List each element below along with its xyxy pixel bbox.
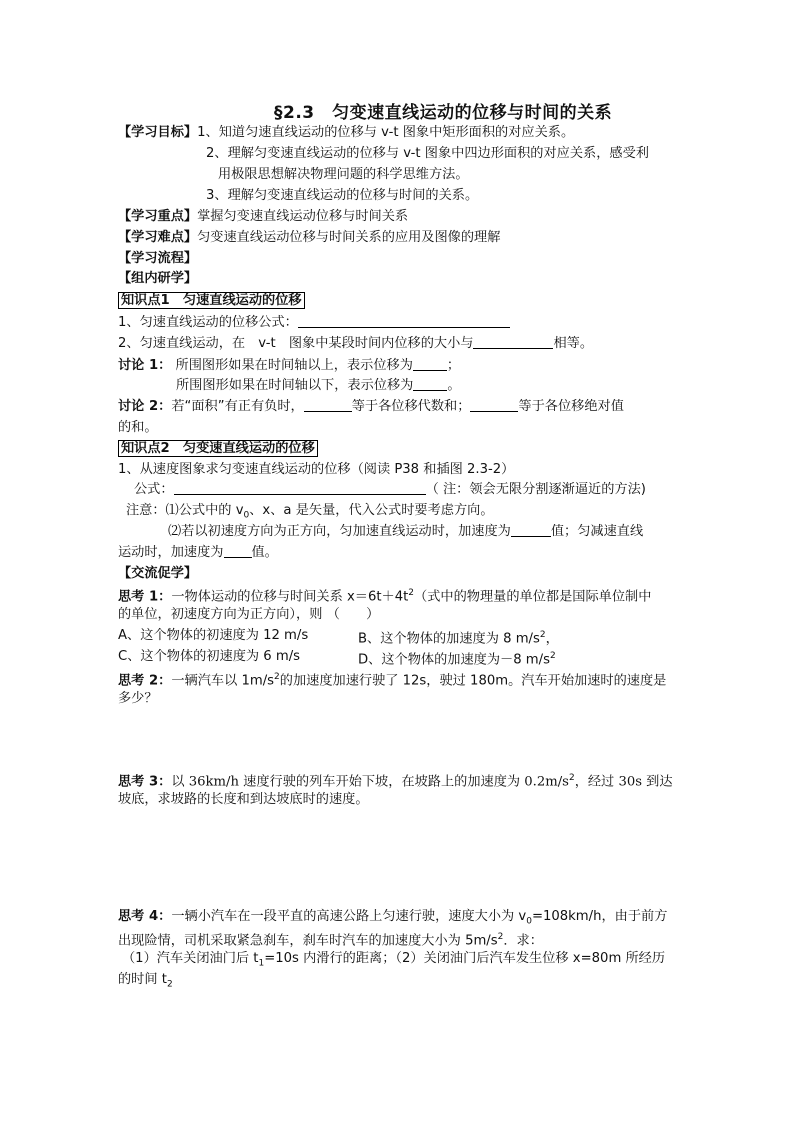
kp2-note-2 [168, 521, 643, 542]
kp2-formula-label: 公式： [134, 482, 174, 497]
discussion-1-line1-end: ； [446, 358, 461, 373]
discussion-2 [118, 396, 624, 417]
kp2-formula-blank[interactable] [174, 480, 426, 495]
kp2-note-2-blank-2[interactable] [224, 543, 252, 558]
knowledge-point-1 [118, 290, 305, 311]
think-4-text-f: =10s 内滑行的距离；（2）关闭油门后汽车发生位移 x=80m 所经历 [264, 951, 666, 966]
think-4-line3: （1）汽车关闭油门后 $t_1=10s$ 内滑行的距离；（2）关闭油门后汽车发生位移 x=80m 所经历 [122, 951, 666, 969]
knowledge-point-2 [118, 438, 318, 459]
discussion-2-blank-2[interactable] [470, 397, 518, 412]
discussion-2-end: 的和。 [118, 420, 158, 435]
kp2-note-2-b: 值；匀减速直线 [550, 524, 644, 539]
kp2-formula-note: （ 注：领会无限分割逐渐逼近的方法) [425, 482, 646, 497]
key-point-text: 掌握匀变速直线运动位移与时间关系 [197, 209, 409, 224]
discussion-2-label: 讨论 2： [118, 399, 172, 414]
page-title: §2.3 匀变速直线运动的位移与时间的关系 [274, 103, 613, 123]
kp1-q2 [118, 333, 593, 354]
discussion-2-part1: 若“面积”有正有负时， [171, 399, 304, 414]
think-1-option-b[interactable]: B、这个物体的加速度为 8 $m/s^2$， [358, 630, 559, 647]
think-2-line2: 多少？ [118, 691, 158, 706]
kp2-note-2-c: 运动时，加速度为 [118, 545, 224, 560]
think-4-text-b: =108km/h，由于前方 [531, 909, 668, 924]
think-4-text-c: 出现险情，司机采取紧急刹车，刹车时汽车的加速度大小为 5m/s [118, 933, 498, 949]
kp2-note-2-cont [118, 542, 278, 563]
think-2-text-b: 的加速度加速行驶了 12s，驶过 180m。汽车开始加速时的速度是 [279, 673, 667, 689]
discussion-2-part2: 等于各位移代数和； [351, 399, 471, 414]
think-1-label: 思考 1： [118, 589, 172, 605]
goal-line-1 [118, 122, 574, 143]
discussion-1-line2-end: 。 [447, 378, 461, 393]
key-point-line [118, 206, 408, 227]
goal-item-3: 3、理解匀变速直线运动的位移与时间的关系。 [206, 188, 479, 203]
think-4-text-a: 一辆小汽车在一段平直的高速公路上匀速行驶，速度大小为 v [171, 909, 527, 924]
think-1-option-a[interactable]: A、这个物体的初速度为 12 m/s [118, 628, 309, 643]
think-1-option-b-text: B、这个物体的加速度为 8 m/s [358, 631, 540, 647]
kp2-formula [134, 479, 646, 500]
knowledge-point-2-title: 知识点2 匀变速直线运动的位移 [118, 440, 318, 457]
kp2-note-1-a: 注意：⑴公式中的 [126, 503, 236, 518]
group-study-heading: 【组内研学】 [118, 271, 198, 286]
kp1-q2-blank[interactable] [473, 334, 553, 349]
think-3-label: 思考 3： [118, 774, 172, 790]
think-4-line4: 的时间 $t_2$ [118, 972, 173, 990]
process-heading: 【学习流程】 [118, 251, 198, 266]
think-4-line2: 出现险情，司机采取紧急刹车，刹车时汽车的加速度大小为 $5m/s^2$．求： [118, 932, 543, 949]
think-2-text-a: 一辆汽车以 1m/s [171, 673, 275, 689]
think-4-line1: 思考 4：一辆小汽车在一段平直的高速公路上匀速行驶，速度大小为 $v_0=108km/h$，由于前方 [118, 909, 668, 927]
discussion-1-line2: 所围图形如果在时间轴以下，表示位移为 [176, 378, 414, 393]
discussion-1 [118, 355, 460, 376]
think-3-text-a: 以 36km/h 速度行驶的列车开始下坡，在坡路上的加速度为 0.2m/s [171, 774, 569, 790]
kp2-q1: 1、从速度图象求匀变速直线运动的位移（阅读 P38 和插图 2.3-2） [118, 462, 515, 477]
think-1-option-d[interactable]: D、这个物体的加速度为－8 $m/s^2$ [358, 651, 556, 668]
goal-heading: 【学习目标】 [118, 125, 198, 140]
think-4-text-e: （1）汽车关闭油门后 t [122, 951, 259, 966]
kp2-note-1: 注意：⑴公式中的 $v_0$、x、a 是矢量，代入公式时要考虑方向。 [126, 503, 494, 521]
discussion-1-second [176, 375, 461, 396]
knowledge-point-1-title: 知识点1 匀速直线运动的位移 [118, 292, 305, 309]
think-3-text-b: ，经过 30s 到达 [574, 774, 673, 790]
kp2-note-2-a: ⑵若以初速度方向为正方向，匀加速直线运动时，加速度为 [168, 524, 511, 539]
kp2-note-2-d: 值。 [251, 545, 278, 560]
kp1-q1-text: 1、匀速直线运动的位移公式： [118, 315, 298, 330]
goal-item-1: 1、知道匀速直线运动的位移与 v-t 图象中矩形面积的对应关系。 [197, 125, 575, 140]
discussion-2-part3: 等于各位移绝对值 [518, 399, 624, 414]
kp1-q2-tail: 相等。 [553, 336, 594, 351]
discussion-1-blank-1[interactable] [413, 356, 447, 371]
think-1-text-a: 一物体运动的位移与时间关系 x＝6t＋4 [171, 589, 404, 605]
goal-item-2a: 2、理解匀变速直线运动的位移与 v-t 图象中四边形面积的对应关系，感受利 [206, 146, 649, 161]
kp1-q2-text: 2、匀速直线运动，在 v-t 图象中某段时间内位移的大小与 [118, 336, 474, 351]
think-1-line2: 的单位，初速度方向为正方向），则 （ ） [118, 607, 380, 622]
discussion-1-label: 讨论 1： [118, 358, 172, 373]
think-1-option-d-text: D、这个物体的加速度为－8 m/s [358, 652, 550, 668]
think-4-label: 思考 4： [118, 909, 172, 924]
think-3-line1: 思考 3：以 36km/h 速度行驶的列车开始下坡，在坡路上的加速度为 $0.2m/s^2$，经过 30s 到达 [118, 773, 673, 790]
think-4-text-d: ．求： [503, 933, 543, 949]
difficulty-text: 匀变速直线运动位移与时间关系的应用及图像的理解 [197, 230, 501, 245]
discussion-1-blank-2[interactable] [413, 376, 447, 391]
key-point-heading: 【学习重点】 [118, 209, 198, 224]
kp1-q1 [118, 312, 510, 333]
difficulty-line [118, 227, 500, 248]
think-1-text-b: （式中的物理量的单位都是国际单位制中 [414, 589, 652, 605]
think-4-text-g: 的时间 t [118, 972, 167, 987]
think-1-line1: 思考 1：一物体运动的位移与时间关系 $x=6t+4t^2$（式中的物理量的单位都是国际单位制中 [118, 588, 652, 605]
discussion-1-line1: 所围图形如果在时间轴以上，表示位移为 [171, 358, 413, 373]
think-3-line2: 坡底，求坡路的长度和到达坡底时的速度。 [118, 792, 369, 807]
discussion-2-blank-1[interactable] [304, 397, 352, 412]
kp1-q1-blank[interactable] [298, 313, 510, 328]
goal-item-2b: 用极限思想解决物理问题的科学思维方法。 [218, 167, 469, 182]
kp2-note-2-blank-1[interactable] [511, 522, 551, 537]
think-2-line1: 思考 2：一辆汽车以 $1m/s^2$的加速度加速行驶了 12s，驶过 180m。汽车开始加速时的速度是 [118, 672, 667, 689]
think-2-label: 思考 2： [118, 673, 172, 689]
difficulty-heading: 【学习难点】 [118, 230, 198, 245]
exchange-heading: 【交流促学】 [118, 566, 198, 581]
kp2-note-1-b: 、x、a 是矢量，代入公式时要考虑方向。 [249, 503, 494, 518]
think-1-option-c[interactable]: C、这个物体的初速度为 6 m/s [118, 649, 301, 664]
